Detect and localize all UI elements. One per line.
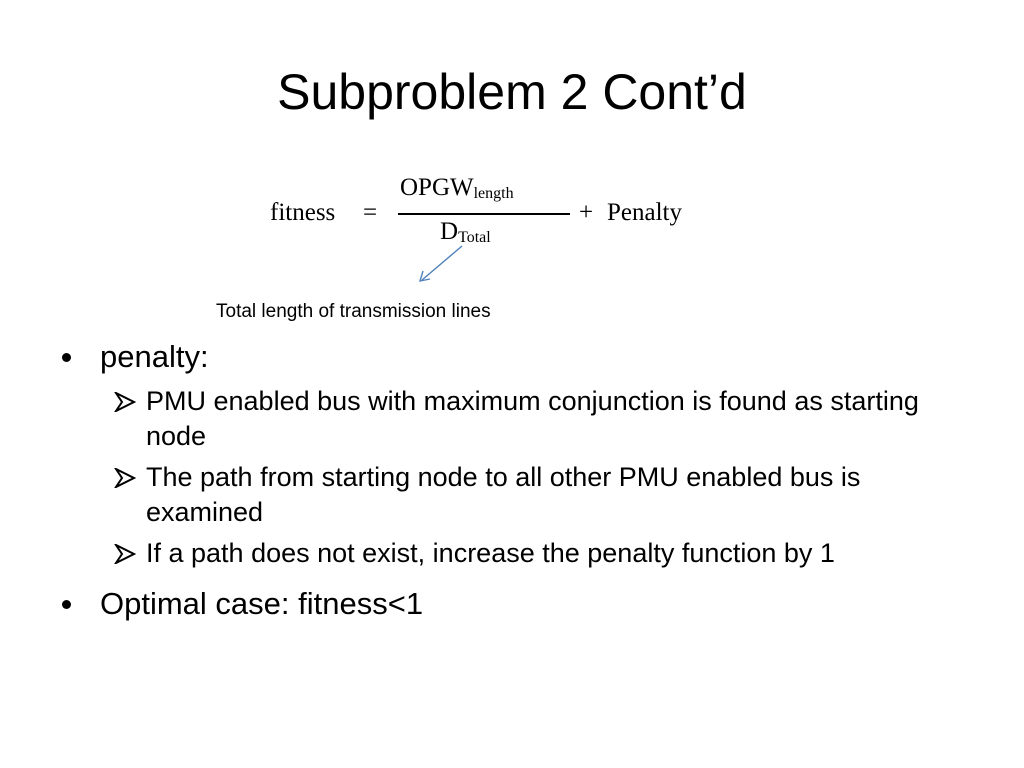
denominator-subscript: Total [458,229,491,246]
numerator-text: OPGW [400,174,474,201]
sub-bullet-item [114,536,982,571]
arrowhead-bullet-icon [114,468,136,488]
fraction-bar [398,213,570,215]
formula-equals: = [363,199,378,226]
formula-plus: + [579,199,594,226]
sub-bullet-item [114,460,982,530]
bullet-dot-icon [62,353,71,362]
formula-lhs: fitness [270,199,336,226]
bullet-item [62,583,982,625]
arrowhead-bullet-icon [114,544,136,564]
slide-title: Subproblem 2 Cont’d [277,64,747,120]
formula-rhs: Penalty [607,199,682,226]
arrowhead-bullet-icon [114,392,136,412]
bullet-dot-icon [62,600,71,609]
bullet-text: Optimal case: fitness<1 [100,586,424,621]
denominator-text: D [440,218,459,245]
bullet-list [62,336,982,625]
sub-bullet-item [114,384,982,454]
sub-bullet-text: If a path does not exist, increase the penalty function by 1 [146,538,835,568]
sub-bullet-text: PMU enabled bus with maximum conjunction is found as starting node [146,386,919,451]
formula-numerator [400,174,514,203]
sub-bullet-text: The path from starting node to all other PMU enabled bus is examined [146,462,861,527]
annotation-arrow-icon [414,242,470,286]
bullet-item [62,336,982,378]
numerator-subscript: length [473,185,514,202]
fitness-formula [270,172,730,260]
formula-annotation: Total length of transmission lines [216,301,491,322]
bullet-text: penalty: [100,339,209,374]
